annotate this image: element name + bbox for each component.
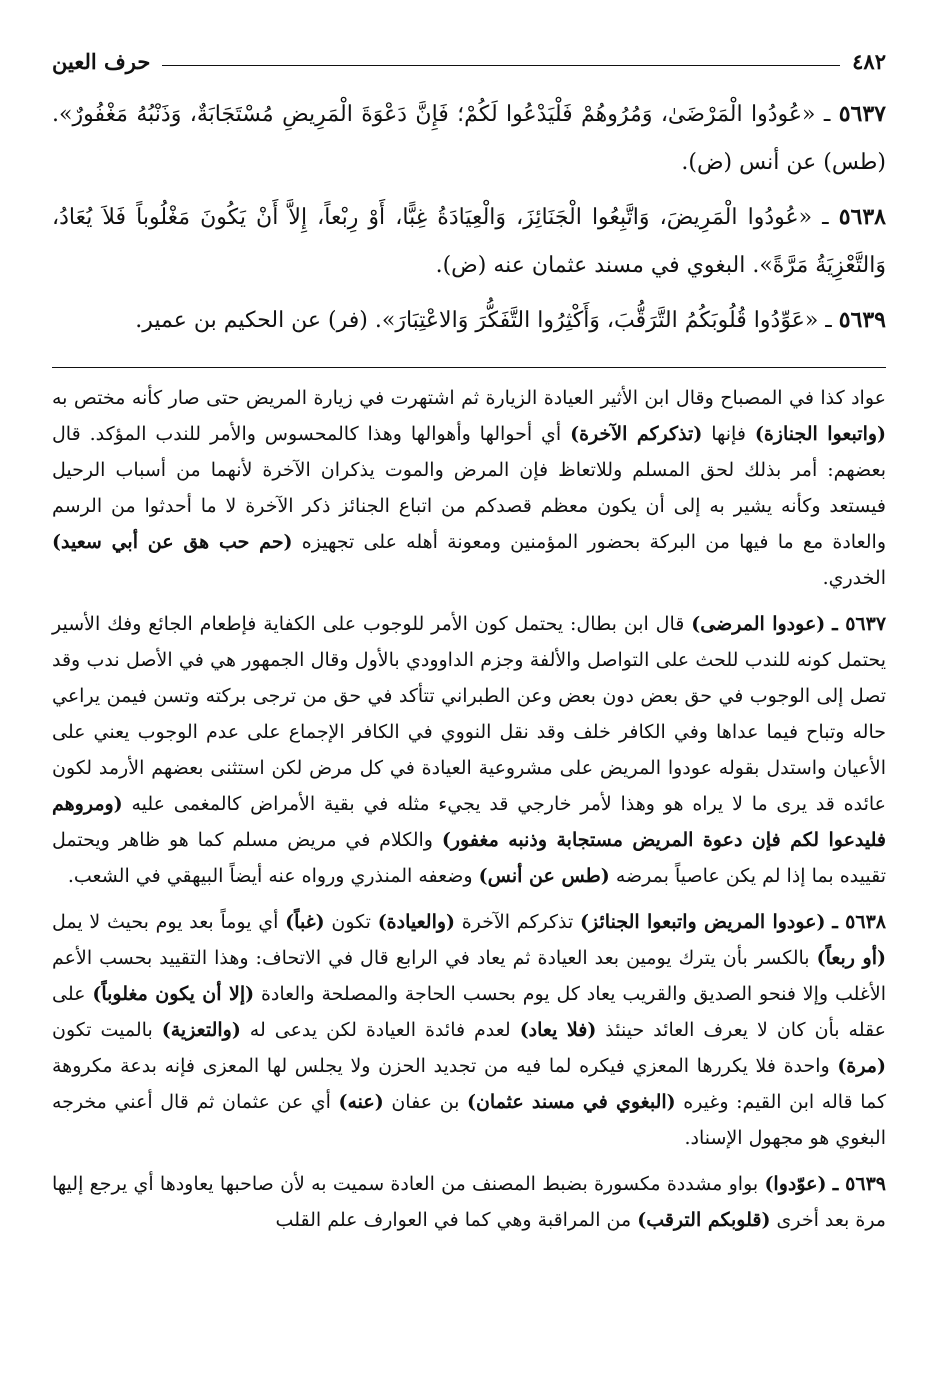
commentary-text: أي أحوالها وأهوالها وهذا كالمحسوس والأمر للندب المؤكد. قال بعضهم: أمر بذلك لحق المسلم وللاتعاظ فإن المرض والموت يذكران الآخرة لأنهما من أسباب الرحيل فيستعد وكأنه يشير به إلى أن يكون معظم قصدكم من اتباع الجنائز ذكر الآخرة لا ما أحدثوا من الرسم والعادة مع ما فيها من البركة بحضور المؤمنين ومعونة أهله على تجهيزه xyxy=(52,423,886,553)
quoted-phrase: (عودوا المريض واتبعوا الجنائز) xyxy=(580,911,826,933)
commentary-paragraph-5637 xyxy=(52,606,886,894)
commentary-text: على عقله بأن كان لا يعرف العائد حينئذ xyxy=(52,983,886,1041)
quoted-phrase: (عنه) xyxy=(338,1091,384,1113)
hadith-number: ٥٦٣٧ xyxy=(838,101,886,127)
commentary-text: من المراقبة وهي كما في العوارف علم القلب xyxy=(275,1209,632,1231)
page-number: ٤٨٢ xyxy=(852,49,886,74)
hadith-number: ٥٦٣٩ xyxy=(838,307,886,333)
commentary-number: ٥٦٣٨ ـ xyxy=(832,911,886,933)
quoted-phrase: (واتبعوا الجنازة) xyxy=(754,423,887,445)
hadith-5639 xyxy=(52,296,886,345)
commentary-text: تكون xyxy=(331,911,371,933)
quoted-phrase: (والعيادة) xyxy=(377,911,456,933)
commentary-text: واحدة فلا يكررها المعزي فيكره لما فيه من تجديد الحزن ولا يجلس لها المعزى فإنه بدعة مكروهة كما قاله ابن القيم: وغيره xyxy=(52,1055,887,1113)
footnote-divider xyxy=(52,367,886,368)
hadith-text: «عُودُوا الْمَرِيضَ، وَاتَّبِعُوا الْجَنَائِزَ، وَالْعِيَادَةُ غِبًّا، أَوْ رِبْعاً، إِلاَّ أَنْ يَكُونَ مَغْلُوباً فَلاَ يُعَادُ، وَالتَّعْزِيَةُ مَرَّةً». xyxy=(52,205,886,278)
commentary-text: قال ابن بطال: يحتمل كون الأمر للوجوب على الكفاية فإطعام الجائع وفك الأسير يحتمل كونه للندب للحث على التواصل والألفة وجزم الداوودي بالأول وقال الجمهور هي في الأصل ندب وقد تصل إلى الوجوب في حق بعض دون بعض وعن الطبراني تتأكد في حق من ترجى بركته وتسن فيمن يراعي حاله وتباح فيما عداها وفي الكافر خلف وقد نقل النووي في الكافر الإجماع على عدم الوجوب يعني على الأعيان واستدل بقوله عودوا المريض على مشروعية العيادة في كل مرض لكن استثنى بعضهم الأرمد لكون عائده قد يرى ما لا يراه هو وهذا لأمر خارجي قد يجيء مثله في بقية الأمراض كالمغمى عليه xyxy=(52,613,886,815)
commentary-text: لعدم فائدة العيادة لكن يدعى له xyxy=(249,1019,511,1041)
quoted-phrase: (إلا أن يكون مغلوباً) xyxy=(92,983,255,1005)
quoted-phrase: (تذكركم الآخرة) xyxy=(570,423,703,445)
commentary-paragraph-5638 xyxy=(52,904,886,1156)
commentary-text: تذكركم الآخرة xyxy=(461,911,574,933)
commentary-text: أي يوماً بعد يوم بحيث لا يمل xyxy=(52,911,279,933)
quoted-phrase: (عوّدوا) xyxy=(764,1173,827,1195)
commentary-text: والكلام في مريض مسلم كما هو ظاهر ويحتمل تقييده بما إذا لم يكن عاصياً بمرضه xyxy=(52,829,886,887)
commentary-text: أي عن عثمان ثم قال أعني مخرجه البغوي هو مجهول الإسناد. xyxy=(52,1091,886,1149)
quoted-phrase: (عودوا المرضى) xyxy=(691,613,826,635)
quoted-phrase: (أو ربعاً) xyxy=(816,947,887,969)
running-header xyxy=(52,40,886,74)
hadith-text: «عَوِّدُوا قُلُوبَكُمُ التَّرَقُّبَ، وَأَكْثِرُوا التَّفَكُّرَ وَالاعْتِبَارَ». xyxy=(374,308,819,333)
quoted-phrase: (مرة) xyxy=(837,1055,886,1077)
commentary-text: فإنها xyxy=(711,423,746,445)
quoted-phrase: (غباً) xyxy=(285,911,325,933)
hadith-source: (طس) عن أنس (ض). xyxy=(681,150,886,175)
commentary-text: عواد كذا في المصباح وقال ابن الأثير العيادة الزيارة ثم اشتهرت في زيارة المريض حتى صار كأنه مختص به xyxy=(52,387,886,409)
commentary-paragraph-1 xyxy=(52,380,886,596)
commentary-text: بالكسر بأن يترك يومين بعد العيادة ثم يعاد في الرابع قال في الاتحاف: وهذا التقييد بحسب الأعم الأغلب وإلا فنحو الصديق والقريب يعاد كل يوم بحسب الحاجة والمصلحة والعادة xyxy=(52,947,886,1005)
hadith-dash: ـ xyxy=(815,102,831,127)
source-reference: (حم حب هق عن أبي سعيد) xyxy=(52,531,293,553)
hadith-dash: ـ xyxy=(812,205,829,230)
commentary-text: بن عفان xyxy=(391,1091,460,1113)
commentary-number: ٥٦٣٩ ـ xyxy=(832,1173,886,1195)
hadith-5638 xyxy=(52,193,886,290)
commentary-paragraph-5639 xyxy=(52,1166,886,1238)
source-reference: (طس عن أنس) xyxy=(478,865,610,887)
commentary-text: وضعفه المنذري ورواه عنه أيضاً البيهقي في الشعب. xyxy=(67,865,473,887)
hadith-number: ٥٦٣٨ xyxy=(838,204,886,230)
source-reference: (البغوي في مسند عثمان) xyxy=(466,1091,676,1113)
hadith-text: «عُودُوا الْمَرْضَىٰ، وَمُرُوهُمْ فَلْيَدْعُوا لَكُمْ؛ فَإِنَّ دَعْوَةَ الْمَرِيضِ مُسْتَجَابَةٌ، وَذَنْبُهُ مَغْفُورٌ». xyxy=(52,102,816,127)
quoted-phrase: (فلا يعاد) xyxy=(519,1019,597,1041)
chapter-title: حرف العين xyxy=(52,49,151,74)
hadith-5637 xyxy=(52,90,886,187)
commentary-text: الخدري. xyxy=(822,567,886,589)
hadith-dash: ـ xyxy=(818,308,832,333)
commentary-number: ٥٦٣٧ ـ xyxy=(832,613,887,635)
commentary xyxy=(52,380,886,1238)
commentary-text: بالميت تكون xyxy=(52,1019,153,1041)
hadith-source: البغوي في مسند عثمان عنه (ض). xyxy=(435,253,746,278)
hadith-list xyxy=(52,90,886,345)
header-rule xyxy=(162,65,840,66)
quoted-phrase: (قلوبكم الترقب) xyxy=(637,1209,771,1231)
commentary-text: بواو مشددة مكسورة بضبط المصنف من العادة سميت به لأن صاحبها يعاودها أي يرجع إليها مرة بعد أخرى xyxy=(52,1173,886,1231)
hadith-source: (فر) عن الحكيم بن عمير. xyxy=(135,308,368,333)
quoted-phrase: (والتعزية) xyxy=(161,1019,241,1041)
page xyxy=(52,40,886,1334)
quoted-phrase: (ومروهم فليدعوا لكم فإن دعوة المريض مستجابة وذنبه مغفور) xyxy=(52,793,886,851)
